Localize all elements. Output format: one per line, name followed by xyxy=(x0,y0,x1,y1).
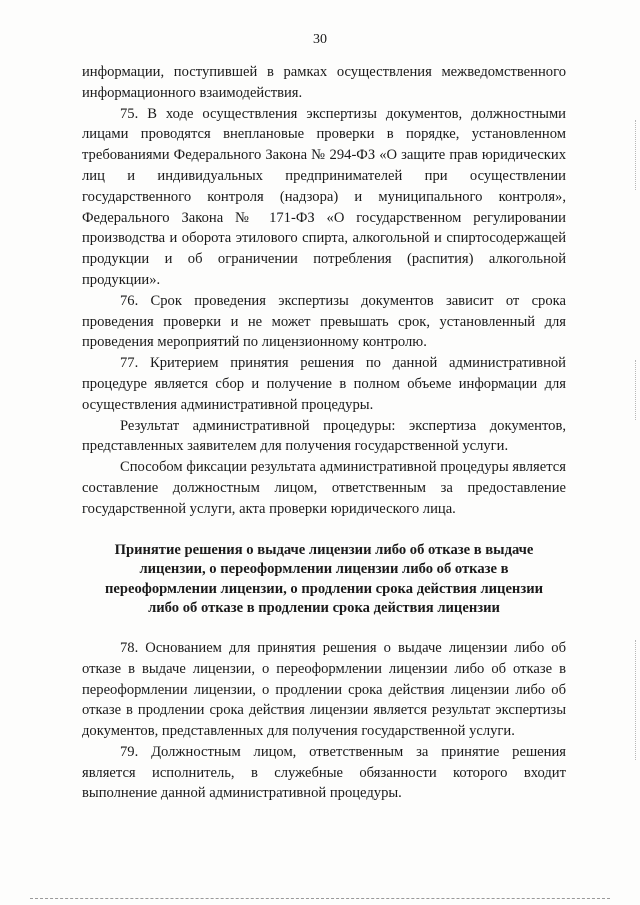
page-number: 30 xyxy=(313,32,327,47)
paragraph-78: 78. Основанием для принятия решения о выдаче лицензии либо об отказе в выдаче лицензии, о переоформлении лицензии либо об отказе в переоформлении лицензии, о продлении срока действия лицензии либо об отказе в продлении срока действия лицензии является результат экспертизы документов, представленных для получения государственной услуги. xyxy=(82,639,566,740)
document-body xyxy=(82,62,566,804)
heading-line-2: лицензии, о переоформлении лицензии либо об отказе в xyxy=(139,561,509,578)
scan-edge-mark xyxy=(632,640,636,760)
paragraph-75: 75. В ходе осуществления экспертизы документов, должностными лицами проводятся внеплановые проверки в порядке, установленном требованиями Федерального Закона № 294-ФЗ «О защите прав юридических лиц и индивидуальных предпринимателей при осуществлении государственного контроля (надзора) и муниципального контроля», Федерального Закона № 171-ФЗ «О государственном регулировании производства и оборота этилового спирта, алкогольной и спиртосодержащей продукции и об ограничении потребления (распития) алкогольной продукции». xyxy=(82,105,566,288)
paragraph-77: 77. Критерием принятия решения по данной административной процедуре является сбор и получение в полном объеме информации для осуществления административной процедуры. xyxy=(82,355,566,413)
scan-edge-mark xyxy=(632,360,636,420)
paragraph-79: 79. Должностным лицом, ответственным за принятие решения является исполнитель, в служебные обязанности которого входит выполнение данной административной процедуры. xyxy=(82,743,566,802)
section-heading xyxy=(82,541,566,619)
paragraph-result: Результат административной процедуры: экспертиза документов, представленных заявителем для получения государственной услуги. xyxy=(82,417,566,455)
heading-line-1: Принятие решения о выдаче лицензии либо об отказе в выдаче xyxy=(114,541,534,558)
paragraph-fixation: Способом фиксации результата административной процедуры является составление должностным лицом, ответственным за предоставление государственной услуги, акта проверки юридического лица. xyxy=(82,459,566,517)
heading-line-4: либо об отказе в продлении срока действия лицензии xyxy=(148,600,500,617)
paragraph-76: 76. Срок проведения экспертизы документов зависит от срока проведения проверки и не может превышать срок, установленный для проведения мероприятий по лицензионному контролю. xyxy=(82,292,566,351)
scan-edge-mark xyxy=(632,120,636,190)
scan-bottom-line xyxy=(30,898,610,899)
paragraph-continuation: информации, поступившей в рамках осуществления межведомственного информационного взаимодействия. xyxy=(82,64,566,101)
heading-line-3: переоформлении лицензии, о продлении срока действия лицензии xyxy=(104,580,544,597)
